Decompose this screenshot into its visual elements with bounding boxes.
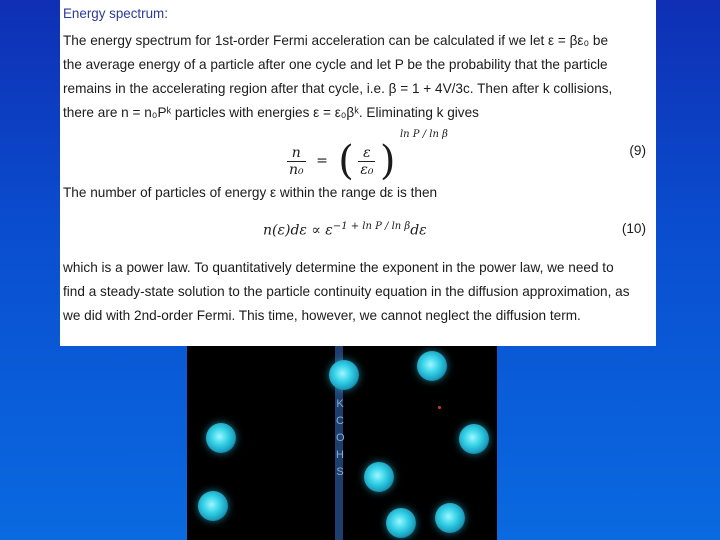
paragraph-line: find a steady-state solution to the particle continuity equation in the diffusion approximation, as	[63, 284, 630, 299]
eq9-rhs-num: ε	[358, 145, 375, 162]
particle	[364, 462, 394, 492]
particle	[435, 503, 465, 533]
equation-number-9: (9)	[629, 143, 646, 158]
paragraph-intro	[63, 29, 652, 125]
eq9-rhs-fraction	[358, 145, 375, 178]
eq9-lhs-num: n	[287, 145, 306, 162]
particle	[198, 491, 228, 521]
eq9-exponent: ln P / ln β	[399, 129, 448, 140]
eq9-lhs-den: n₀	[289, 161, 304, 178]
particle	[459, 424, 489, 454]
particle	[206, 423, 236, 453]
equation-10	[63, 205, 652, 251]
paragraph-line: we did with 2nd-order Fermi. This time, however, we cannot neglect the diffusion term.	[63, 308, 581, 323]
equation-9: $\frac{n}{\text{n₀}}$ = ( $\frac{\varepsilon}{\text{ε₀}}$ ) $^{ln P / ln \beta}$ (9)	[289, 129, 646, 184]
paragraph-range: The number of particles of energy ε within the range dε is then	[63, 185, 438, 200]
eq9-rhs-den: ε₀	[360, 161, 374, 178]
equation-number-10: (10)	[621, 221, 646, 236]
particle	[417, 351, 447, 381]
paragraph-line: there are n = n₀Pᵏ particles with energies ε = ε₀βᵏ. Eliminating k gives	[63, 105, 479, 120]
eq10-exponent: −1 + ln P / ln β	[332, 221, 411, 232]
shock-label: K C O H S	[336, 398, 345, 478]
document-panel	[60, 0, 656, 346]
paragraph-line: remains in the accelerating region after that cycle, i.e. β = 1 + 4V/3c. Then after k collisions,	[63, 81, 613, 96]
paragraph-line: The energy spectrum for 1st-order Fermi acceleration can be calculated if we let ε = βε₀ be	[63, 33, 609, 48]
paragraph-conclusion	[63, 256, 652, 328]
red-marker	[438, 406, 441, 409]
eq10-body: n(ε)dε ∝ ε	[263, 222, 333, 239]
particle	[386, 508, 416, 538]
section-heading: Energy spectrum:	[63, 6, 168, 21]
shock-animation-panel	[187, 346, 497, 540]
eq10-tail: dε	[410, 222, 427, 239]
paragraph-line: the average energy of a particle after one cycle and let P be the probability that the particle	[63, 57, 608, 72]
eq9-lhs-fraction	[287, 145, 306, 178]
particle	[329, 360, 359, 390]
paragraph-line: which is a power law. To quantitatively determine the exponent in the power law, we need to	[63, 260, 614, 275]
